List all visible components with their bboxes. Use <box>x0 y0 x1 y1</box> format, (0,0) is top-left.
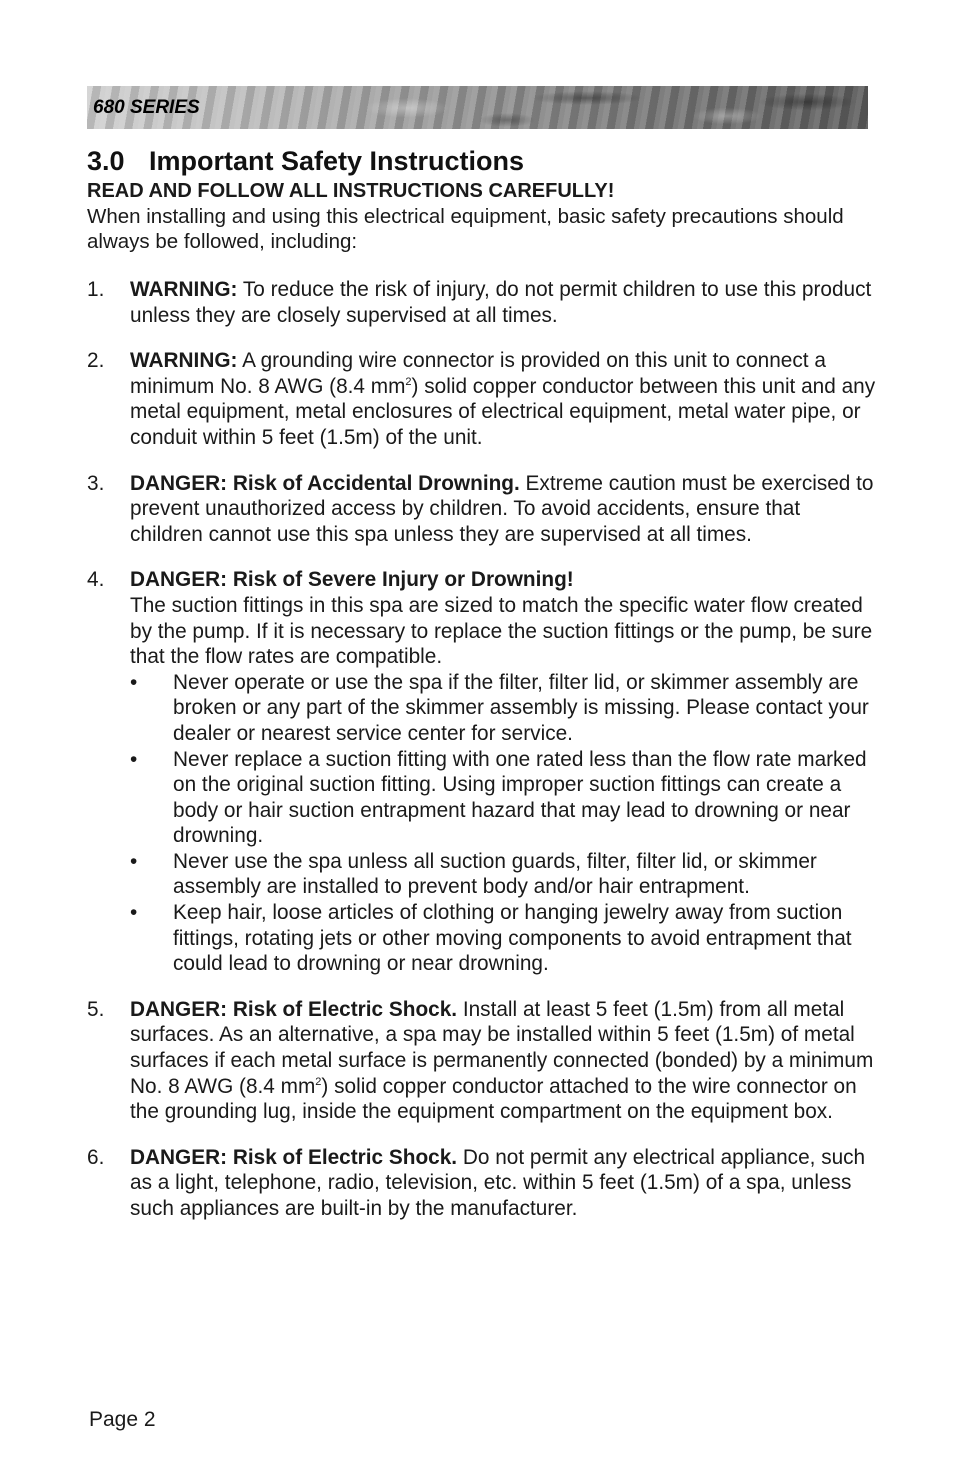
item-text-cont: ) solid copper conductor attached to the wire connector on the grounding lug, inside the equipment compartment on the equipment box. <box>130 1074 857 1124</box>
section-title: Important Safety Instructions <box>149 146 525 176</box>
instruction-item-6 <box>87 1145 877 1222</box>
section-number: 3.0 <box>87 146 125 176</box>
item-lead: DANGER: Risk of Electric Shock. <box>130 1145 458 1169</box>
bullet-text: Never use the spa unless all suction guards, filter, filter lid, or skimmer assembly are installed to prevent body and/or hair entrapment. <box>173 849 817 899</box>
bullet-list <box>130 670 877 977</box>
bullet-icon: • <box>130 849 138 873</box>
item-text: The suction fittings in this spa are sized to match the specific water flow created by the pump. If it is necessary to replace the suction fittings or the pump, be sure that the flow rates are compatible. <box>130 593 873 669</box>
instruction-item-2 <box>87 348 877 450</box>
series-label: 680 SERIES <box>93 97 200 118</box>
item-text: To reduce the risk of injury, do not permit children to use this product unless they are closely supervised at all times. <box>130 278 872 327</box>
bullet-icon: • <box>130 747 138 771</box>
item-number: 4. <box>87 568 105 592</box>
bullet-item <box>130 849 877 900</box>
item-lead: WARNING: <box>130 349 238 373</box>
bullet-icon: • <box>130 901 138 925</box>
instruction-item-4 <box>87 567 877 977</box>
item-text-cont: ) solid copper conductor between this unit and any metal equipment, metal enclosures of electrical equipment, metal water pipe, or conduit within 5 feet (1.5m) of the unit. <box>130 374 876 449</box>
bullet-text: Never replace a suction fitting with one rated less than the flow rate marked on the original suction fitting. Using improper suction fittings can create a body or hair suction entrapment hazard that may lead to drowning or near drowning. <box>173 747 867 848</box>
instruction-item-5 <box>87 997 877 1125</box>
superscript: 2 <box>315 1075 322 1088</box>
item-number: 6. <box>87 1145 105 1169</box>
section-subheading: READ AND FOLLOW ALL INSTRUCTIONS CAREFULLY! <box>87 180 615 202</box>
item-text: Do not permit any electrical appliance, such as a light, telephone, radio, television, etc. within 5 feet (1.5m) of a spa, unless such appliances are built-in by the manufacturer. <box>130 1145 866 1220</box>
instruction-list <box>87 277 877 1242</box>
bullet-text: Never operate or use the spa if the filter, filter lid, or skimmer assembly are broken or any part of the skimmer assembly is missing. Please contact your dealer or nearest service center for service. <box>173 670 869 745</box>
item-text: Extreme caution must be exercised to prevent unauthorized access by children. To avoid accidents, ensure that children cannot use this spa unless they are supervised at all times. <box>130 471 874 546</box>
page-number: Page 2 <box>89 1408 156 1431</box>
bullet-item <box>130 670 877 747</box>
item-lead: DANGER: Risk of Accidental Drowning. <box>130 471 520 495</box>
bullet-item <box>130 900 877 977</box>
item-number: 2. <box>87 349 105 373</box>
item-number: 3. <box>87 471 105 495</box>
item-lead: DANGER: Risk of Electric Shock. <box>130 997 458 1021</box>
bullet-icon: • <box>130 670 138 694</box>
item-text: A grounding wire connector is provided on this unit to connect a minimum No. 8 AWG (8.4 mm <box>130 349 826 398</box>
item-lead: DANGER: Risk of Severe Injury or Drowning! <box>130 568 574 592</box>
series-banner <box>87 86 868 129</box>
superscript: 2 <box>405 375 412 388</box>
instruction-item-1 <box>87 277 877 328</box>
section-intro: When installing and using this electrical equipment, basic safety precautions should always be followed, including: <box>87 205 844 253</box>
item-text: Install at least 5 feet (1.5m) from all metal surfaces. As an alternative, a spa may be installed within 5 feet (1.5m) of metal surfaces if each metal surface is permanently connected (bonded) by a minimum No. 8 AWG (8.4 mm <box>130 997 874 1098</box>
bullet-text: Keep hair, loose articles of clothing or hanging jewelry away from suction fittings, rotating jets or other moving components to avoid entrapment that could lead to drowning or near drowning. <box>173 901 852 976</box>
item-number: 5. <box>87 997 105 1021</box>
item-number: 1. <box>87 278 105 301</box>
section-heading <box>87 146 524 177</box>
bullet-item <box>130 747 877 849</box>
instruction-item-3 <box>87 471 877 548</box>
item-lead: WARNING: <box>130 278 238 301</box>
